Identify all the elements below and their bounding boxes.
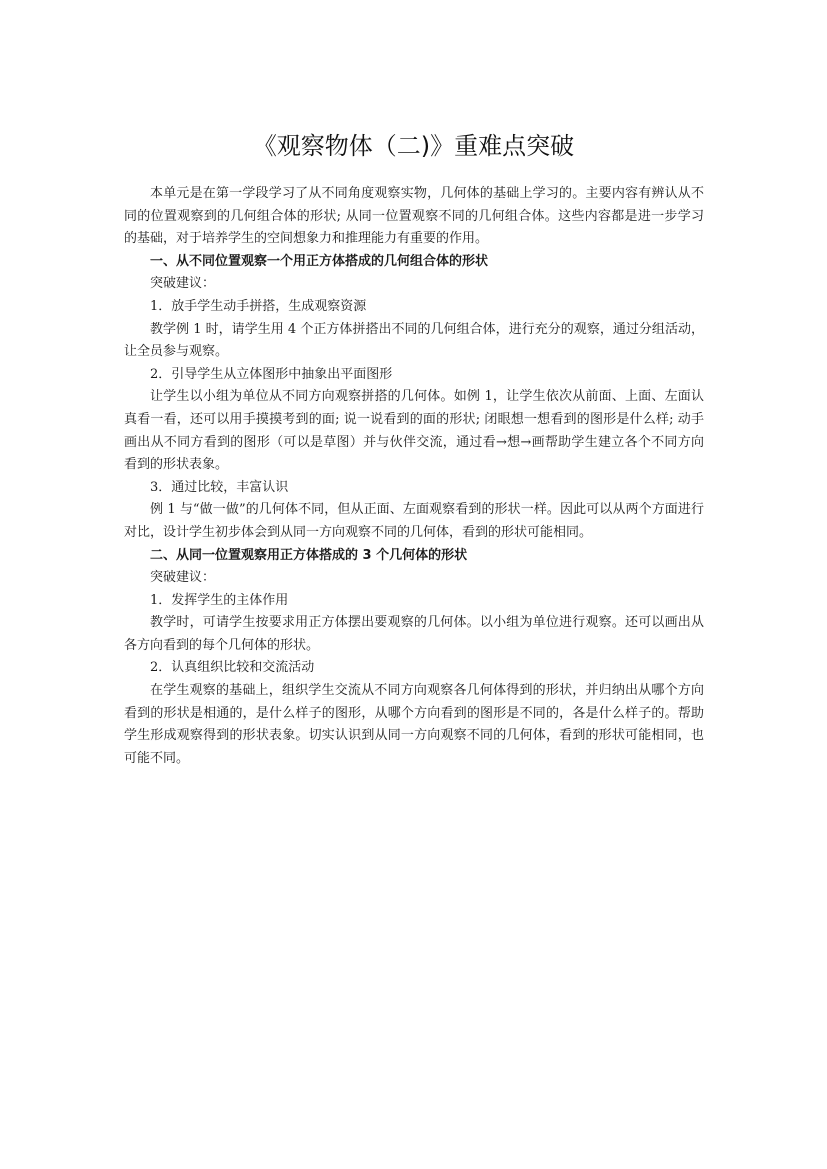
body-paragraph: 教学例 1 时，请学生用 4 个正方体拼搭出不同的几何组合体，进行充分的观察，通过分组活动，让全员参与观察。 (124, 321, 704, 360)
subheading-1-3: 3．通过比较，丰富认识 (150, 479, 289, 495)
subheading-1-2: 2．引导学生从立体图形中抽象出平面图形 (150, 366, 393, 382)
subheading-1-1: 1．放手学生动手拼搭，生成观察资源 (150, 298, 367, 314)
suggestion-label: 突破建议： (150, 276, 216, 292)
page-title: 《观察物体（二)》重难点突破 (252, 132, 575, 160)
intro-paragraph: 本单元是在第一学段学习了从不同角度观察实物，几何体的基础上学习的。主要内容有辨认从不同的位置观察到的几何组合体的形状; 从同一位置观察不同的几何组合体。这些内容都是进一步学习的基础，对于培养学生的空间想象力和推理能力有重要的作用。 (124, 186, 704, 247)
body-paragraph: 教学时，可请学生按要求用正方体摆出要观察的几何体。以小组为单位进行观察。还可以画出从各方向看到的每个几何体的形状。 (124, 615, 704, 653)
subheading-2-1: 1．发挥学生的主体作用 (150, 592, 289, 608)
body-paragraph: 让学生以小组为单位从不同方向观察拼搭的几何体。如例 1，让学生依次从前面、上面、左面认真看一看，还可以用手摸摸考到的面; 说一说看到的面的形状; 闭眼想一想看到的图形是什么样; 动手画出从不同方看到的图形（可以是草图）并与伙伴交流，通过看→想→画帮助学生建立各个不同方向看到的形状表象。 (124, 389, 704, 473)
section-heading-1: 一、从不同位置观察一个用正方体搭成的几何组合体的形状 (150, 253, 489, 269)
body-paragraph: 在学生观察的基础上，组织学生交流从不同方向观察各几何体得到的形状，并归纳出从哪个方向看到的形状是相通的，是什么样子的图形，从哪个方向看到的图形是不同的，各是什么样子的。帮助学生形成观察得到的形状表象。切实认识到从同一方向观察不同的几何体，看到的形状可能相同，也可能不同。 (124, 683, 704, 766)
document-body (124, 183, 704, 770)
section-heading-2: 二、从同一位置观察用正方体搭成的 3 个几何体的形状 (150, 547, 468, 563)
subheading-2-2: 2．认真组织比较和交流活动 (150, 660, 315, 676)
suggestion-label: 突破建议： (150, 570, 216, 586)
body-paragraph: 例 1 与“做一做”的几何体不同，但从正面、左面观察看到的形状一样。因此可以从两个方面进行对比，设计学生初步体会到从同一方向观察不同的几何体，看到的形状可能相同。 (124, 502, 704, 540)
